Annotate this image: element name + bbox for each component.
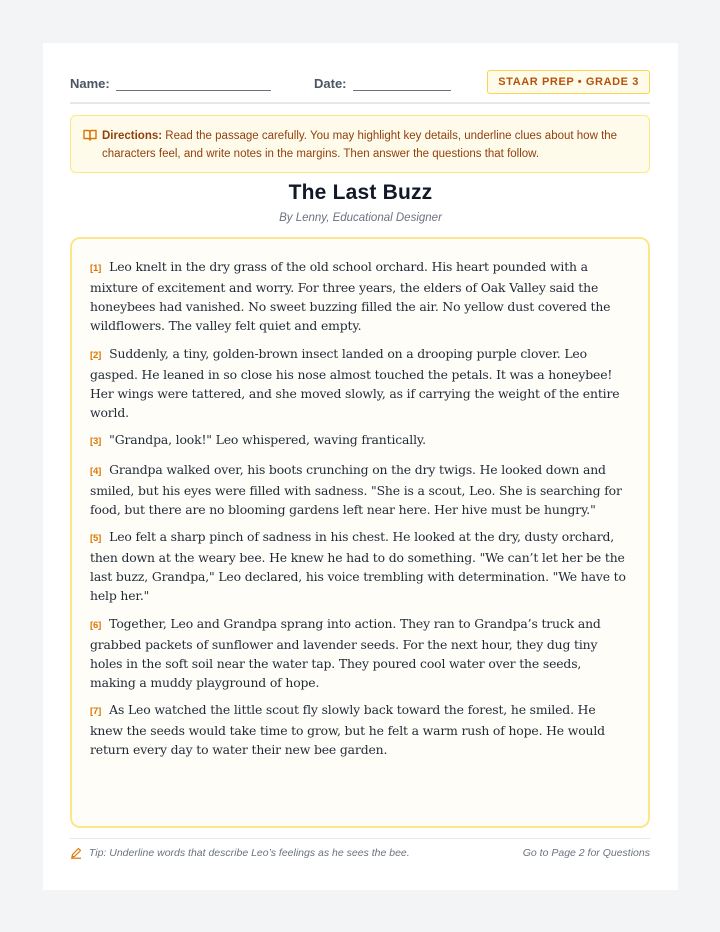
paragraph-text: As Leo watched the little scout fly slowly back toward the forest, he smiled. He knew the seeds would take time to grow, but he felt a warm rush of hope. He would return every day to water their new bee garden. <box>90 702 605 757</box>
next-page-note: Go to Page 2 for Questions <box>522 847 650 859</box>
date-label: Date: <box>314 76 347 91</box>
directions-body: Read the passage carefully. You may highlight key details, underline clues about how the characters feel, and write notes in the margins. Then answer the questions that follow. <box>102 130 618 160</box>
paragraph-number: [7] <box>90 706 102 717</box>
worksheet-page <box>43 43 678 890</box>
paragraph-text: Leo knelt in the dry grass of the old school orchard. His heart pounded with a mixture of excitement and worry. For three years, the elders of Oak Valley said the honeybees had vanished. No sweet buzzing filled the air. No yellow dust covered the wildflowers. The valley felt quiet and empty. <box>90 259 611 333</box>
passage-paragraph <box>90 344 630 422</box>
paragraph-text: Together, Leo and Grandpa sprang into action. They ran to Grandpa’s truck and grabbed packets of sunflower and lavender seeds. For the next hour, they dug tiny holes in the soft soil near the water tap. They poured cool water over the seeds, making a muddy playground of hope. <box>90 615 601 690</box>
directions-box <box>70 115 650 173</box>
passage-text <box>90 257 630 768</box>
paragraph-number: [4] <box>90 465 102 477</box>
header-divider <box>70 102 650 104</box>
story-title: The Last Buzz <box>288 181 433 204</box>
paragraph-text: Suddenly, a tiny, golden-brown insect landed on a drooping purple clover. Leo gasped. He leaned in so close his nose almost touched the petals. It was a honeybee! Her wings were tattered, and she moved slowly, as if carrying the weight of the entire world. <box>90 345 620 420</box>
paragraph-number: [3] <box>90 436 102 447</box>
name-label: Name: <box>70 76 110 91</box>
paragraph-text: Grandpa walked over, his boots crunching on the dry twigs. He looked down and smiled, but his eyes were filled with sadness. "She is a scout, Leo. She is searching for food, but there are no blooming gardens left near here. Her hive must be hungry." <box>90 461 622 517</box>
passage-paragraph <box>90 527 630 605</box>
footer-tip-text: Tip: Underline words that describe Leo’s feelings as he sees the bee. <box>88 847 410 859</box>
date-line[interactable] <box>353 90 451 91</box>
book-open-icon <box>83 128 97 146</box>
story-byline: By Lenny, Educational Designer <box>279 212 442 224</box>
paragraph-number: [5] <box>90 533 102 544</box>
grade-badge: STAAR PREP • GRADE 3 <box>487 70 650 94</box>
name-line[interactable] <box>116 90 271 91</box>
directions-lead: Directions: <box>102 130 163 142</box>
paragraph-number: [1] <box>90 263 102 274</box>
paragraph-text: Leo felt a sharp pinch of sadness in his chest. He looked at the dry, dusty orchard, then down at the weary bee. He knew he had to do something. "We can’t let her be the last buzz, Grandpa," Leo declared, his voice trembling with determination. "We have to help her." <box>90 529 626 603</box>
header-row <box>70 70 650 102</box>
footer-divider <box>70 838 650 839</box>
passage-paragraph <box>90 430 630 451</box>
passage-paragraph <box>90 700 630 759</box>
paragraph-number: [6] <box>90 619 102 631</box>
passage-paragraph <box>90 460 630 519</box>
footer-tip <box>70 847 410 859</box>
passage-paragraph <box>90 614 630 692</box>
paragraph-text: "Grandpa, look!" Leo whispered, waving frantically. <box>109 432 426 447</box>
directions-text <box>102 127 622 163</box>
passage-box <box>70 237 650 828</box>
passage-paragraph <box>90 257 630 335</box>
paragraph-number: [2] <box>90 349 102 361</box>
pencil-icon <box>70 847 89 859</box>
